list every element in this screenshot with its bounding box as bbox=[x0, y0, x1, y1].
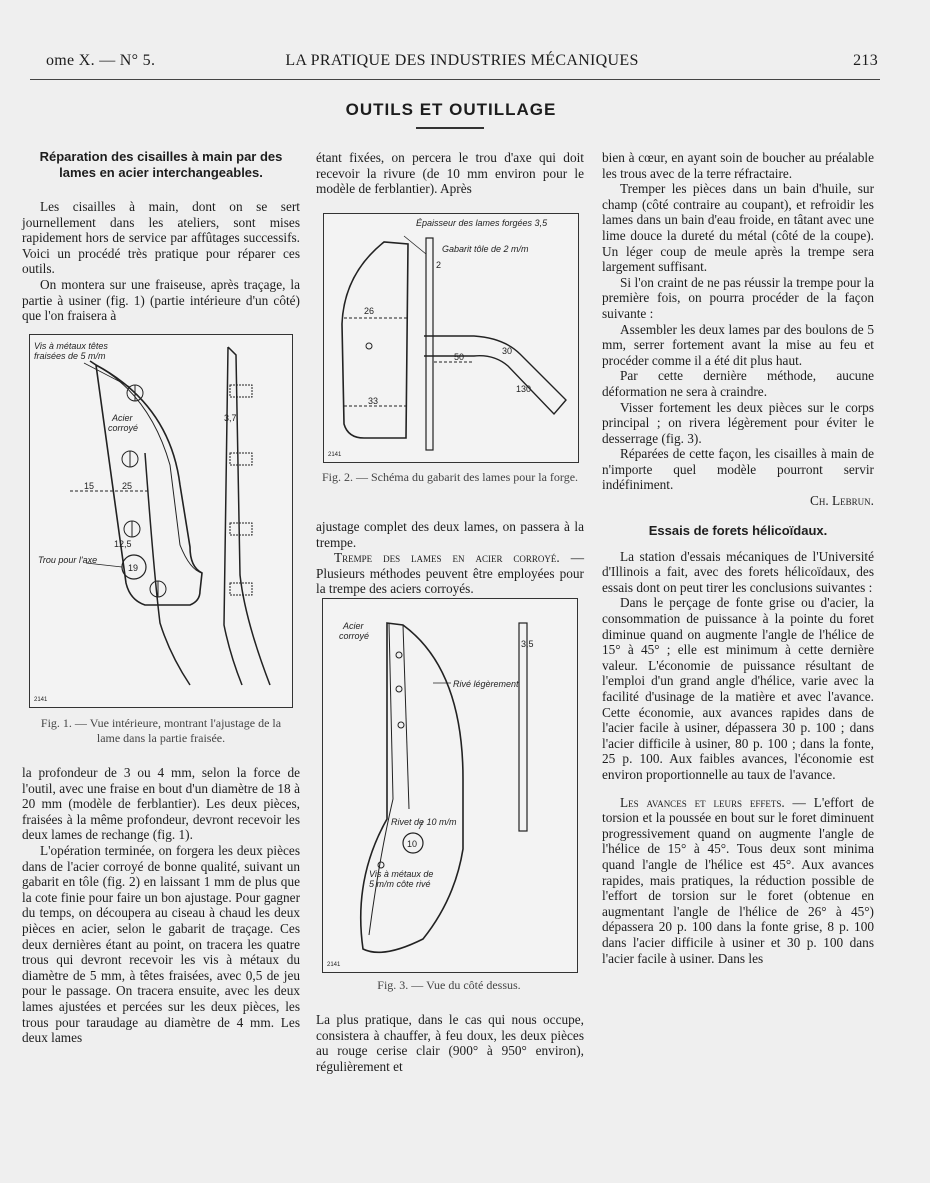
fig2-dim: 26 bbox=[364, 306, 375, 316]
article2-paragraph: La station d'essais mécaniques de l'Université d'Illinois a fait, avec des forets hélicoïdaux, des essais dont on peut tirer les conclusions suivantes : bbox=[602, 548, 874, 595]
article1-signature: Ch. Lebrun. bbox=[810, 493, 874, 509]
fig1-plate-number: 2141 bbox=[34, 697, 48, 703]
fig3-dim: 3,5 bbox=[521, 639, 534, 649]
fig1-section-mark bbox=[230, 385, 252, 397]
section-title-rule bbox=[416, 127, 484, 129]
fig2-label-epaisseur: Épaisseur des lames forgées 3,5 bbox=[416, 218, 548, 228]
fig2-hole bbox=[366, 343, 372, 349]
fig2-bent-profile bbox=[424, 336, 566, 414]
article1-paragraph: L'opération terminée, on forgera les deux pièces dans de l'acier corroyé de bonne qualité, suivant un gabarit en tôle (fig. 2) en laissant 1 mm de plus que la cote finie pour faire un bon ajustage. Pour gagner du temps, on découpera au ciseau à chaud les deux pièces en acier, selon le gabarit de traçage. Ces deux dernières étant au point, on tracera les quatre trous qui devront recevoir les vis à métaux du diamètre de 5 mm, à têtes fraisées, avec 0,5 de jeu pour le passage. On tracera ensuite, avec les deux lames ajustées et percées sur les deux pièces, les trous pour taraudage au diamètre de 4 mm. Les deux lames bbox=[22, 842, 300, 1046]
fig3-hole bbox=[396, 686, 402, 692]
volume-number: ome X. — N° 5. bbox=[46, 52, 156, 69]
article1-paragraph: Par cette dernière méthode, aucune déformation ne sera à craindre. bbox=[602, 368, 874, 399]
fig3-hole bbox=[398, 722, 404, 728]
article1-title: Réparation des cisailles à main par des lames en acier interchangeables. bbox=[39, 149, 283, 180]
column-left-top bbox=[22, 149, 300, 324]
fig3-hole bbox=[396, 652, 402, 658]
fig2-dim: 33 bbox=[368, 396, 379, 406]
article1-paragraph: La plus pratique, dans le cas qui nous occupe, consistera à chauffer, à feu doux, les deux pièces au rouge cerise clair (900° à 950° environ), régulièrement et bbox=[316, 1012, 584, 1074]
article1-paragraph: Réparées de cette façon, les cisailles à main de n'importe quel modèle pourront servir indéfiniment. bbox=[602, 446, 874, 493]
fig1-label-acier: Acier bbox=[112, 413, 133, 423]
figure-2 bbox=[323, 213, 579, 463]
figure-2-drawing bbox=[324, 214, 578, 462]
article1-paragraph: On montera sur une fraiseuse, après traçage, la partie à usiner (fig. 1) (partie intérieure d'un côté) que l'on fraisera à bbox=[22, 276, 300, 324]
fig1-label-vis: Vis à métaux têtes bbox=[34, 341, 108, 351]
figure-2-caption: Fig. 2. — Schéma du gabarit des lames pour la forge. bbox=[321, 470, 579, 484]
fig2-template-outline bbox=[342, 242, 408, 438]
figure-3-caption: Fig. 3. — Vue du côté dessus. bbox=[377, 978, 521, 992]
fig3-dim: 10 bbox=[407, 839, 418, 849]
fig1-section-mark bbox=[230, 453, 252, 465]
fig3-label-vis: Vis à métaux de bbox=[369, 869, 434, 879]
article1-paragraph: Assembler les deux lames par des boulons de 5 mm, serrer fortement avant la mise au feu et procéder comme il a été dit plus haut. bbox=[602, 321, 874, 368]
fig1-dim: 19 bbox=[128, 563, 139, 573]
fig1-dim: 25 bbox=[122, 481, 133, 491]
page-number: 213 bbox=[853, 52, 878, 69]
article1-paragraph: Si l'on craint de ne pas réussir la trempe pour la première fois, on pourra procéder de la façon suivante : bbox=[602, 274, 874, 321]
fig3-label-acier: corroyé bbox=[339, 631, 370, 641]
subheading: Trempe des lames en acier corroyé. — bbox=[334, 550, 584, 566]
article1-paragraph: Visser fortement les deux pièces sur le corps principal ; on rivera légèrement pour éviter le desserrage (fig. 3). bbox=[602, 399, 874, 446]
fig1-label-trou: Trou pour l'axe bbox=[38, 555, 98, 565]
figure-1-caption: Fig. 1. — Vue intérieure, montrant l'ajustage de la lame dans la partie fraisée. bbox=[40, 716, 282, 745]
column-middle-mid bbox=[316, 519, 584, 597]
article1-paragraph: ajustage complet des deux lames, on passera à la trempe. bbox=[316, 519, 584, 550]
section-title: OUTILS ET OUTILLAGE bbox=[345, 100, 557, 119]
article2-title: Essais de forets hélicoïdaux. bbox=[648, 522, 828, 538]
fig2-label-gabarit: Gabarit tôle de 2 m/m bbox=[442, 244, 529, 254]
fig3-plate-number: 2141 bbox=[327, 962, 341, 968]
fig3-hole bbox=[378, 862, 384, 868]
fig1-dim: 3,7 bbox=[224, 413, 237, 423]
fig1-milled-edge bbox=[96, 365, 202, 573]
figure-3-drawing bbox=[323, 599, 577, 972]
fig3-label-rivet: Rivet de 10 m/m bbox=[391, 817, 457, 827]
column-right bbox=[602, 150, 874, 966]
fig2-dim: 50 bbox=[454, 352, 465, 362]
column-left-bottom bbox=[22, 765, 300, 1046]
fig3-label-rive: Rivé légèrement bbox=[453, 679, 519, 689]
fig1-dim: 15 bbox=[84, 481, 95, 491]
article2-paragraph: L'effort de torsion et la poussée en bout sur le foret diminuent progressivement quand on augmente l'angle de l'hélice de 15° à 45°. Tous deux sont minima quand l'angle de l'hélice est 45°. Aux avances rapides, mais pratiques, la réduction possible de l'effort de torsion sur le foret (obtenue en augmentant l'angle de l'hélice de 26° à 45°) dépassera 20 p. 100 dans la fonte grise, 8 p. 100 dans l'acier difficile à usiner et 30 p. 100 dans l'acier facile à usiner. Dans les bbox=[602, 794, 874, 966]
article1-paragraph: Tremper les pièces dans un bain d'huile, sur champ (côté contraire au coupant), et refroidir les lames dans un bain d'eau froide, en tâtant avec une lime douce la dureté du métal (côté de la coupe). Un léger coup de meule après la trempe sera largement suffisant. bbox=[602, 181, 874, 275]
column-middle-top bbox=[316, 150, 584, 197]
fig1-section-mark bbox=[230, 523, 252, 535]
fig3-label-acier: Acier bbox=[343, 621, 364, 631]
journal-title: LA PRATIQUE DES INDUSTRIES MÉCANIQUES bbox=[285, 52, 639, 69]
article1-paragraph: Les cisailles à main, dont on se sert journellement dans les ateliers, sont mises rapidement hors de service par affûtages successifs. Voici un procédé très pratique pour réparer ces outils. bbox=[22, 199, 300, 277]
header-rule bbox=[30, 79, 880, 80]
fig2-dim: 2 bbox=[436, 260, 442, 270]
subheading: Les avances et leurs effets. — bbox=[620, 794, 806, 810]
column-middle-bottom bbox=[316, 1012, 584, 1074]
fig2-dim: 30 bbox=[502, 346, 513, 356]
fig1-handle bbox=[145, 453, 190, 685]
fig1-label-vis: fraisées de 5 m/m bbox=[34, 351, 106, 361]
fig3-side-view bbox=[519, 623, 527, 831]
figure-3 bbox=[322, 598, 578, 973]
article1-paragraph: étant fixées, on percera le trou d'axe qui doit recevoir la rivure (de 10 mm environ pour le modèle de ferblantier). Après bbox=[316, 150, 584, 197]
running-header bbox=[46, 52, 878, 76]
fig1-label-acier: corroyé bbox=[108, 423, 139, 433]
figure-1 bbox=[29, 334, 293, 708]
fig2-template-edge bbox=[426, 238, 433, 450]
fig3-label-vis: 5 m/m côte rivé bbox=[369, 879, 431, 889]
fig1-side-view bbox=[224, 347, 270, 685]
article1-paragraph: Plusieurs méthodes peuvent être employées pour la trempe des aciers corroyés. bbox=[316, 565, 584, 597]
figure-1-drawing bbox=[30, 335, 292, 707]
article1-paragraph: la profondeur de 3 ou 4 mm, selon la force de l'outil, avec une fraise en bout d'un diamètre de 18 à 20 mm (modèle de ferblantier). Les deux pièces, fraisées à la même profondeur, devront recevoir les deux lames de rechange (fig. 1). bbox=[22, 765, 300, 843]
fig1-dim: 12,5 bbox=[114, 539, 132, 549]
fig2-plate-number: 2141 bbox=[328, 452, 342, 458]
fig3-blade-outline bbox=[361, 623, 463, 952]
fig2-dim: 130 bbox=[516, 384, 532, 394]
article1-paragraph: bien à cœur, en ayant soin de boucher au préalable les trous avec de la terre réfractaire. bbox=[602, 150, 874, 181]
article2-paragraph: Dans le perçage de fonte grise ou d'acier, la consommation de puissance à la pointe du foret diminue quand on augmente l'angle de l'hélice de 15° à 45° ; elle est minimum à cette dernière valeur. L'économie de puissance résultant de l'emploi d'un grand angle d'hélice, varie avec la facilité d'usinage de la matière et avec l'avance. Cette économie, aux avances rapides dans de l'acier facile à usiner, dépassera 30 p. 100 ; dans l'acier difficile à usiner, 80 p. 100 ; dans la fonte, 25 p. 100. Aux faibles avances, l'économie est environ proportionnelle au taux de l'avance. bbox=[602, 595, 874, 782]
